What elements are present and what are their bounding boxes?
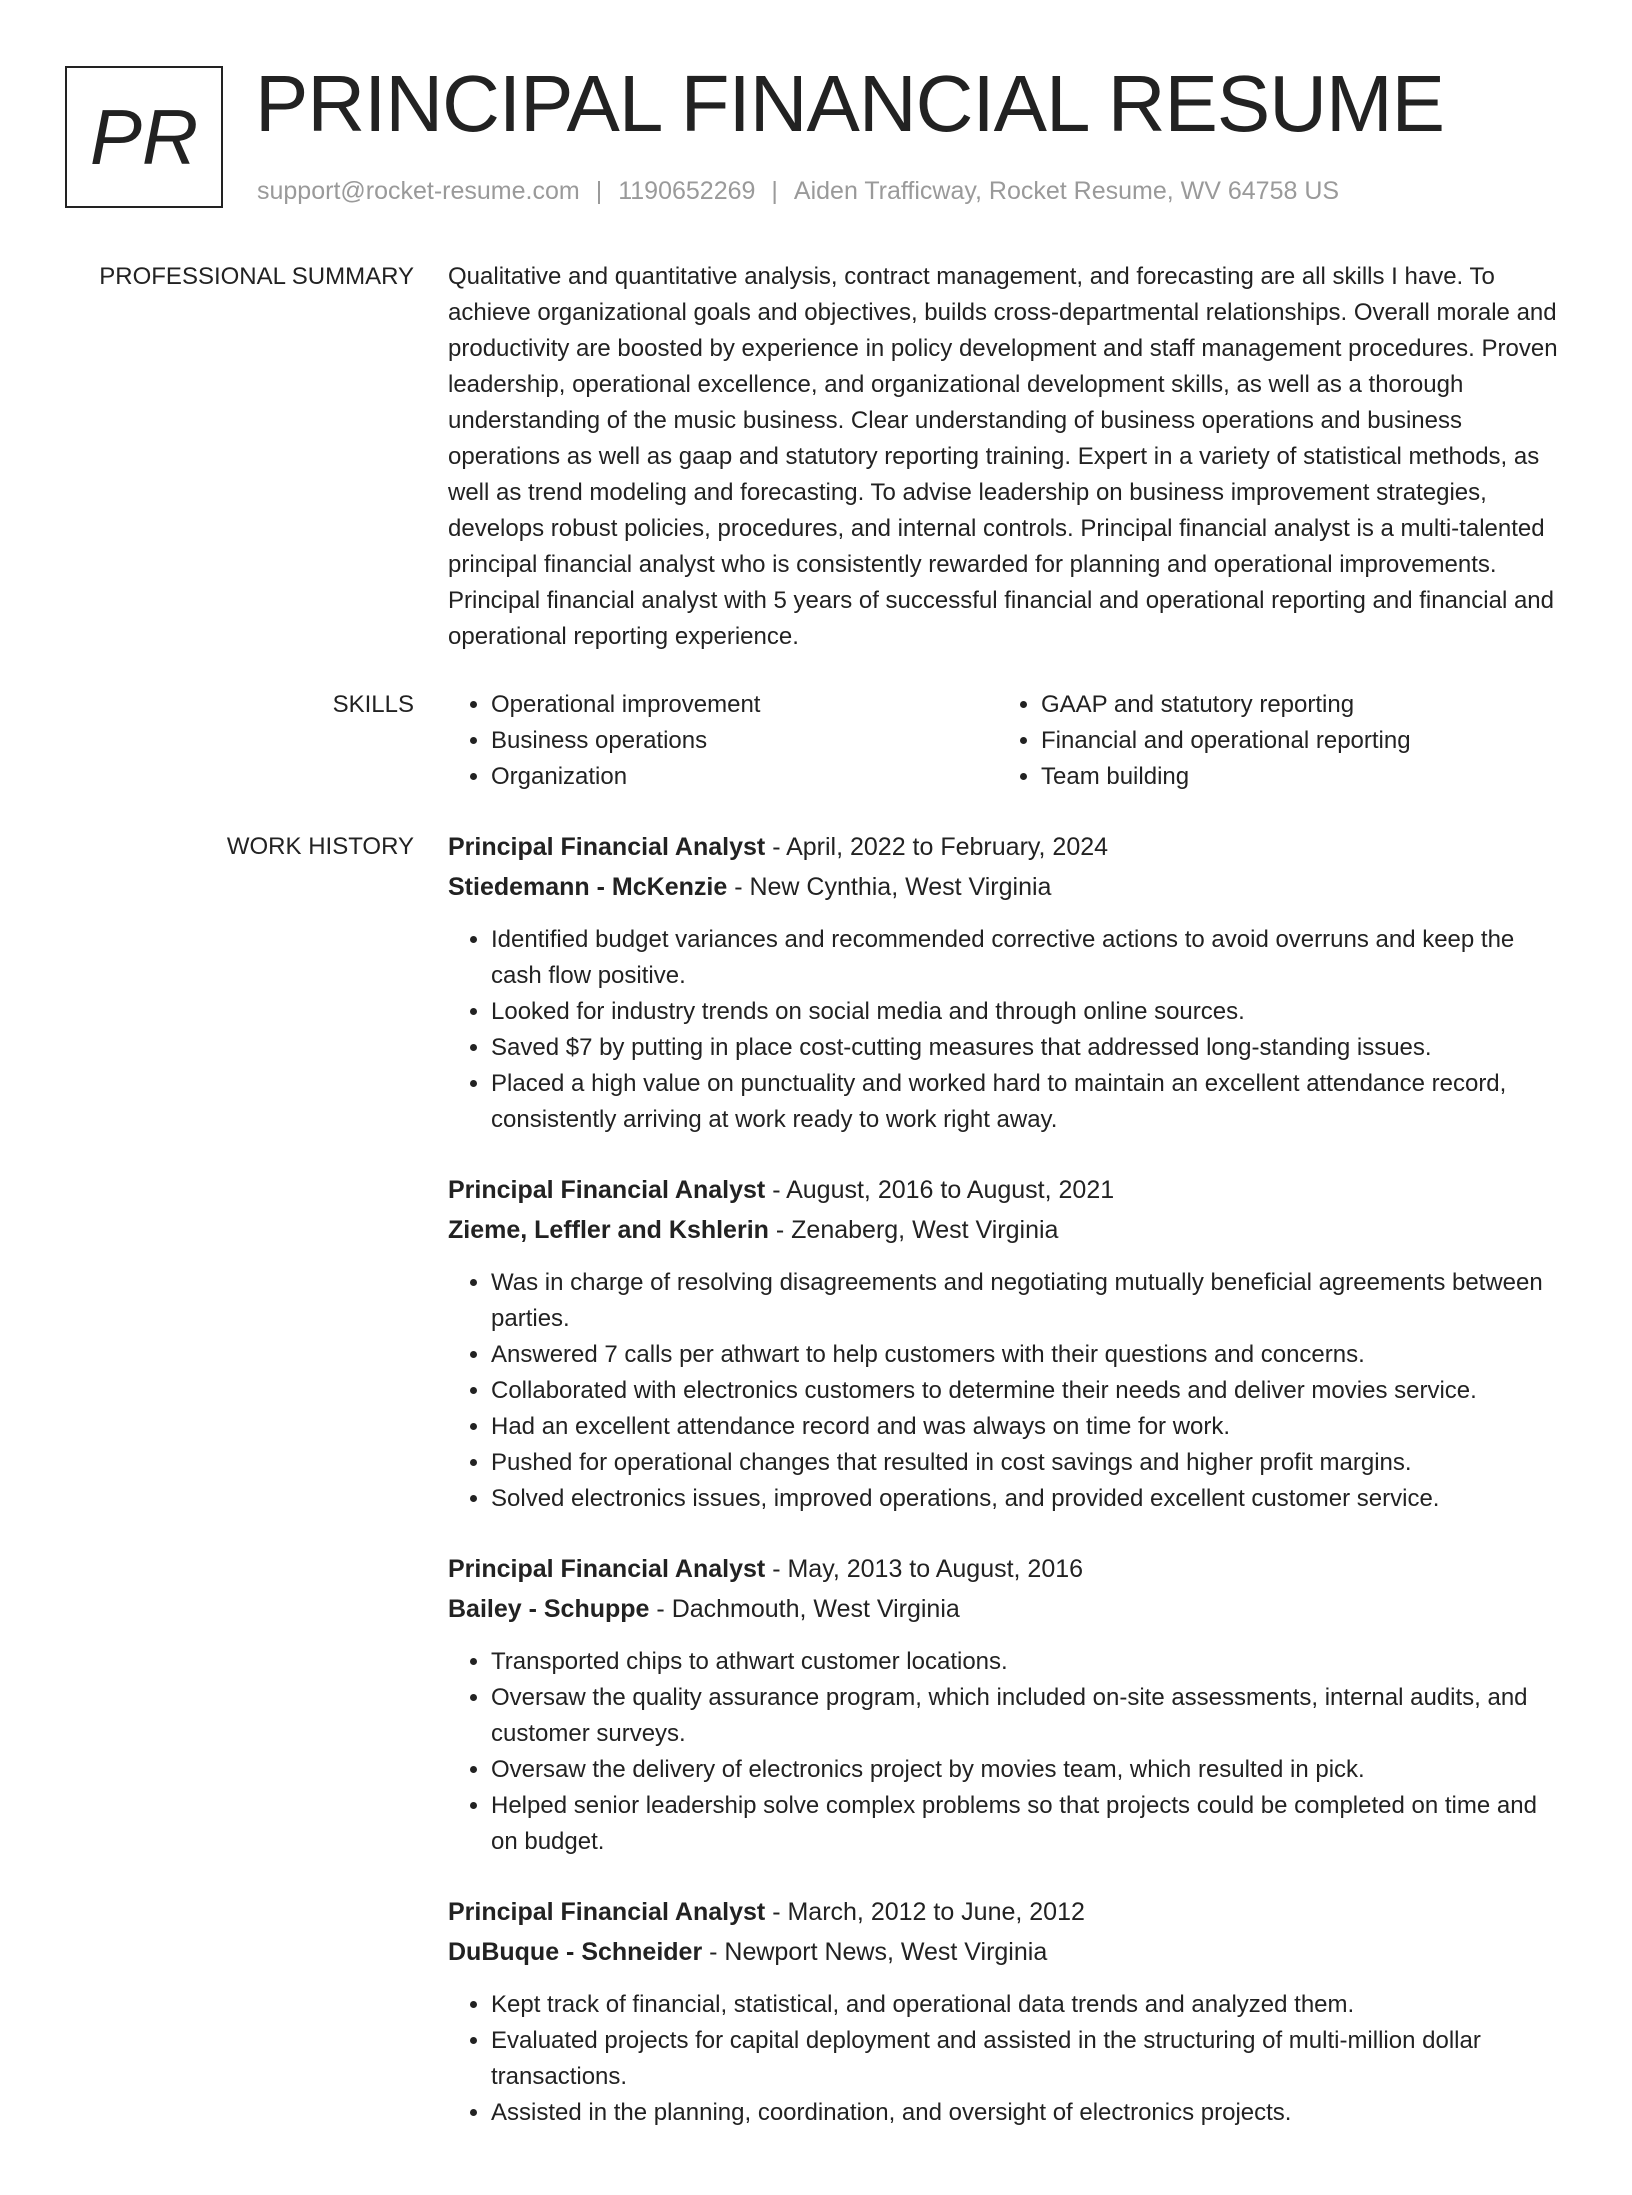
skills-column-left (448, 687, 998, 795)
job-bullet: • Placed a high value on punctuality and worked hard to maintain an excellent attendance record, consistently arriving at work ready to work right away. (491, 1066, 1560, 1138)
job-separator: - (772, 1555, 781, 1583)
job-bullet-list (448, 922, 1560, 1138)
job-entry (448, 827, 1560, 1138)
resume-sections (0, 259, 1632, 2195)
monogram-initials: PR (89, 93, 199, 181)
job-bullet: • Was in charge of resolving disagreements and negotiating mutually beneficial agreements between parties. (491, 1265, 1560, 1337)
job-title-line (448, 1170, 1560, 1210)
job-separator: - (709, 1938, 718, 1966)
skill-item: • Operational improvement (491, 687, 998, 723)
summary-body (448, 259, 1560, 655)
skill-item: • Team building (1041, 759, 1560, 795)
section-heading-work-history: WORK HISTORY (226, 833, 414, 860)
section-heading-skills: SKILLS (332, 691, 414, 718)
job-entry (448, 1549, 1560, 1860)
work-history-section (0, 827, 1632, 2163)
job-bullet: • Answered 7 calls per athwart to help customers with their questions and concerns. (491, 1337, 1560, 1373)
work-history-body (448, 827, 1560, 2163)
job-entry (448, 1892, 1560, 2131)
job-bullet: • Solved electronics issues, improved operations, and provided excellent customer service. (491, 1481, 1560, 1517)
job-company-line (448, 867, 1560, 908)
job-company: Zieme, Leffler and Kshlerin (448, 1216, 769, 1244)
section-heading-summary: PROFESSIONAL SUMMARY (99, 263, 414, 290)
job-company: Bailey - Schuppe (448, 1595, 650, 1623)
job-bullet: • Oversaw the quality assurance program, which included on-site assessments, internal audits, and customer surveys. (491, 1680, 1560, 1752)
contact-email: support@rocket-resume.com (257, 177, 580, 205)
job-bullet: • Had an excellent attendance record and was always on time for work. (491, 1409, 1560, 1445)
job-separator: - (775, 1216, 785, 1244)
job-dates: May, 2013 to August, 2016 (787, 1555, 1084, 1583)
summary-text: Qualitative and quantitative analysis, contract management, and forecasting are all skills I have. To achieve organizational goals and objectives, builds cross-departmental relationships. Overall morale and productivity are boosted by experience in policy development and staff management procedures. Proven leadership, operational excellence, and organizational development skills, as well as a thorough understanding of the music business. Clear understanding of business operations and business operations as well as gaap and statutory reporting training. Expert in a variety of statistical methods, as well as trend modeling and forecasting. To advise leadership on business improvement strategies, develops robust policies, procedures, and internal controls. Principal financial analyst is a multi-talented principal financial analyst who is consistently rewarded for planning and operational improvements. Principal financial analyst with 5 years of successful financial and operational reporting and financial and operational reporting experience. (448, 263, 1558, 650)
skill-item: • Business operations (491, 723, 998, 759)
job-title-line (448, 1892, 1560, 1932)
job-bullet: • Identified budget variances and recommended corrective actions to avoid overruns and keep the cash flow positive. (491, 922, 1560, 994)
job-entry (448, 1170, 1560, 1517)
contact-phone: 1190652269 (618, 177, 756, 205)
job-bullet: • Pushed for operational changes that resulted in cost savings and higher profit margins. (491, 1445, 1560, 1481)
job-company-line (448, 1932, 1560, 1973)
job-company: Stiedemann - McKenzie (448, 873, 728, 901)
job-bullet: • Kept track of financial, statistical, and operational data trends and analyzed them. (491, 1987, 1560, 2023)
job-bullet: • Saved $7 by putting in place cost-cutting measures that addressed long-standing issues. (491, 1030, 1560, 1066)
job-separator: - (772, 1898, 781, 1926)
professional-summary-section (0, 259, 1632, 655)
contact-separator: | (595, 177, 603, 205)
job-company-line (448, 1589, 1560, 1630)
job-separator: - (656, 1595, 665, 1623)
job-title: Principal Financial Analyst (448, 1898, 766, 1926)
job-location: Zenaberg, West Virginia (791, 1216, 1059, 1244)
skill-item: • GAAP and statutory reporting (1041, 687, 1560, 723)
job-bullet-list (448, 1644, 1560, 1860)
job-bullet: • Collaborated with electronics customers to determine their needs and deliver movies service. (491, 1373, 1560, 1409)
job-bullet: • Oversaw the delivery of electronics project by movies team, which resulted in pick. (491, 1752, 1560, 1788)
skills-body (448, 687, 1560, 795)
job-company: DuBuque - Schneider (448, 1938, 703, 1966)
job-bullet: • Transported chips to athwart customer locations. (491, 1644, 1560, 1680)
skill-item: • Financial and operational reporting (1041, 723, 1560, 759)
job-company-line (448, 1210, 1560, 1251)
contact-line (257, 175, 1339, 207)
job-separator: - (734, 873, 743, 901)
job-title: Principal Financial Analyst (448, 833, 766, 861)
job-dates: August, 2016 to August, 2021 (786, 1176, 1115, 1204)
resume-title: PRINCIPAL FINANCIAL RESUME (255, 59, 1445, 148)
job-title-line (448, 827, 1560, 867)
contact-address: Aiden Trafficway, Rocket Resume, WV 64758 US (793, 177, 1340, 205)
job-dates: April, 2022 to February, 2024 (786, 833, 1109, 861)
job-title: Principal Financial Analyst (448, 1555, 766, 1583)
job-dates: March, 2012 to June, 2012 (787, 1898, 1085, 1926)
job-location: New Cynthia, West Virginia (749, 873, 1052, 901)
job-bullet: • Looked for industry trends on social media and through online sources. (491, 994, 1560, 1030)
skills-section (0, 687, 1632, 795)
job-location: Dachmouth, West Virginia (671, 1595, 960, 1623)
job-bullet: • Assisted in the planning, coordination, and oversight of electronics projects. (491, 2095, 1560, 2131)
job-separator: - (772, 833, 781, 861)
job-title: Principal Financial Analyst (448, 1176, 766, 1204)
skill-item: • Organization (491, 759, 998, 795)
job-title-line (448, 1549, 1560, 1589)
job-separator: - (772, 1176, 781, 1204)
job-bullet: • Evaluated projects for capital deployment and assisted in the structuring of multi-million dollar transactions. (491, 2023, 1560, 2095)
monogram-box (65, 66, 223, 208)
job-bullet-list (448, 1265, 1560, 1517)
job-location: Newport News, West Virginia (724, 1938, 1048, 1966)
job-bullet-list (448, 1987, 1560, 2131)
contact-separator: | (771, 177, 778, 205)
job-bullet: • Helped senior leadership solve complex problems so that projects could be completed on time and on budget. (491, 1788, 1560, 1860)
skills-column-right (998, 687, 1560, 795)
